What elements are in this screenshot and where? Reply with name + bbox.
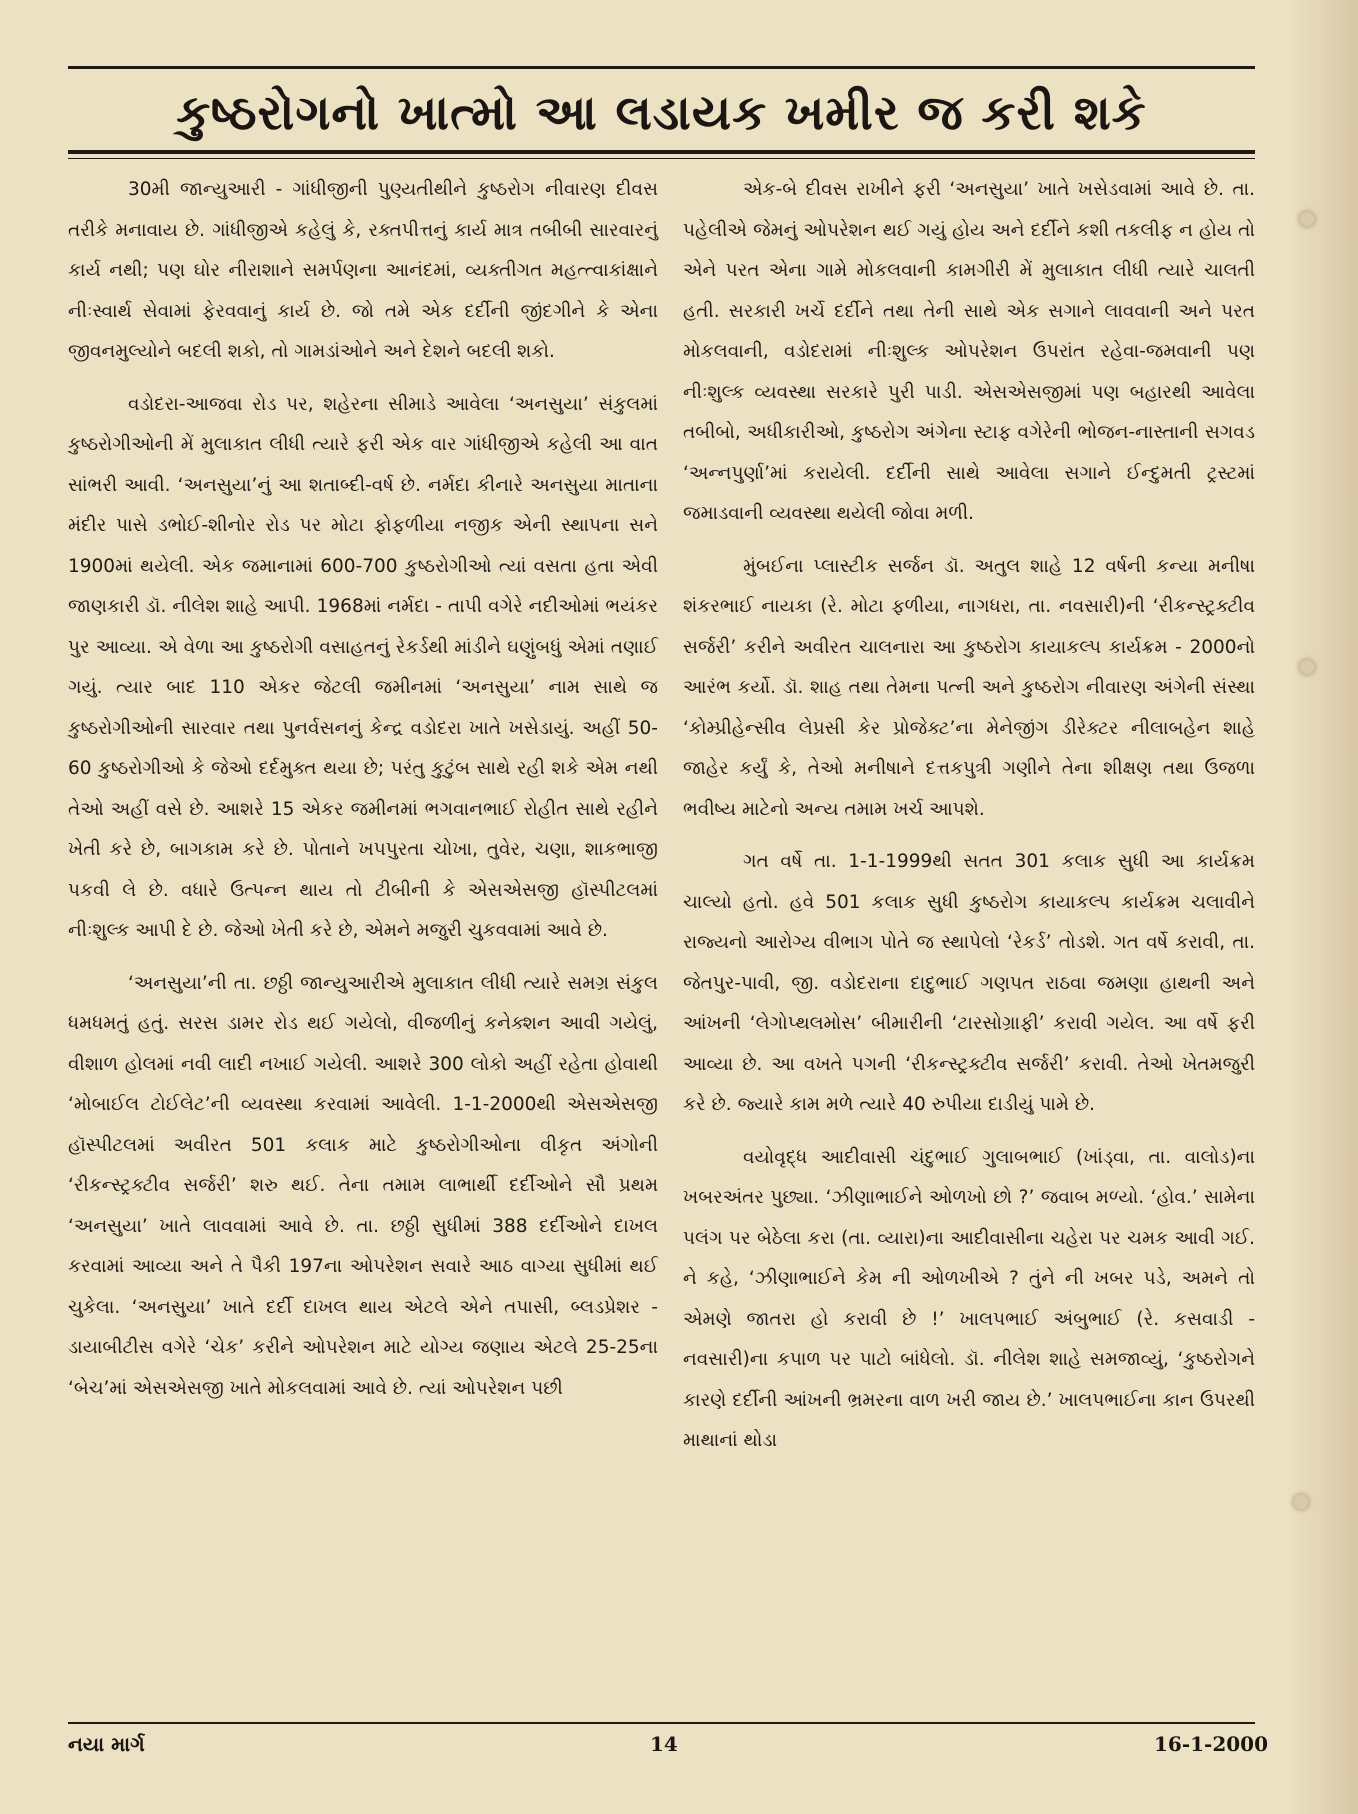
paragraph: એક-બે દીવસ રાખીને ફરી ‘અનસુયા’ ખાતે ખસેડવામાં આવે છે. તા. પહેલીએ જેમનું ઓપરેશન થઈ ગયું હોય અને દર્દીને કશી તકલીફ ન હોય તો એને પરત એના ગામે મોકલવાની કામગીરી મેં મુલાકાત લીધી ત્યારે ચાલતી હતી. સરકારી ખર્ચે દર્દીને તથા તેની સાથે એક સગાને લાવવાની અને પરત મોકલવાની, વડોદરામાં નીઃશુલ્ક ઓપરેશન ઉપરાંત રહેવા-જમવાની પણ નીઃશુલ્ક વ્યવસ્થા સરકારે પુરી પાડી. એસએસજીમાં પણ બહારથી આવેલા તબીબો, અધીકારીઓ, કુષ્ઠરોગ અંગેના સ્ટાફ વગેરેની ભોજન-નાસ્તાની સગવડ ‘અન્નપુર્ણા’માં કરાયેલી. દર્દીની સાથે આવેલા સગાને ઈન્દુમતી ટ્રસ્ટમાં જમાડવાની વ્યવસ્થા થયેલી જોવા મળી. — [683, 179, 1255, 524]
page-edge-shading — [1288, 0, 1358, 1814]
paragraph: ‘અનસુયા’ની તા. છઠ્ઠી જાન્યુઆરીએ મુલાકાત લીધી ત્યારે સમગ્ર સંકુલ ધમધમતું હતું. સરસ ડામર રોડ થઈ ગયેલો, વીજળીનું કનેક્શન આવી ગયેલું, વીશાળ હોલમાં નવી લાદી નખાઈ ગયેલી. આશરે 300 લોકો અહીં રહેતા હોવાથી ‘મોબાઈલ ટોઈલેટ’ની વ્યવસ્થા કરવામાં આવેલી. 1-1-2000થી એસએસજી હૉસ્પીટલમાં અવીરત 501 કલાક માટે કુષ્ઠરોગીઓના વીકૃત અંગોની ‘રીકન્સ્ટ્રક્ટીવ સર્જરી’ શરુ થઈ. તેના તમામ લાભાર્થી દર્દીઓને સૌ પ્રથમ ‘અનસુયા’ ખાતે લાવવામાં આવે છે. તા. છઠ્ઠી સુધીમાં 388 દર્દીઓને દાખલ કરવામાં આવ્યા અને તે પૈકી 197ના ઓપરેશન સવારે આઠ વાગ્યા સુધીમાં થઈ ચુકેલા. ‘અનસુયા’ ખાતે દર્દી દાખલ થાય એટલે એને તપાસી, બ્લડપ્રેશર - ડાયાબીટીસ વગેરે ‘ચેક’ કરીને ઓપરેશન માટે યોગ્ય જણાય એટલે 25-25ના ‘બેચ’માં એસએસજી ખાતે મોકલવામાં આવે છે. ત્યાં ઓપરેશન પછી — [68, 972, 658, 1399]
punch-hole — [1300, 212, 1314, 226]
right-column — [683, 170, 1255, 1474]
article-headline: કુષ્ઠરોગનો ખાત્મો આ લડાયક ખમીર જ કરી શકે — [176, 85, 1147, 141]
paragraph: વડોદરા-આજવા રોડ પર, શહેરના સીમાડે આવેલા ‘અનસુયા’ સંકુલમાં કુષ્ઠરોગીઓની મેં મુલાકાત લીધી ત્યારે ફરી એક વાર ગાંધીજીએ કહેલી આ વાત સાંભરી આવી. ‘અનસુયા’નું આ શતાબ્દી-વર્ષ છે. નર્મદા કીનારે અનસુયા માતાના મંદીર પાસે ડભોઈ-શીનોર રોડ પર મોટા ફોફળીયા નજીક એની સ્થાપના સને 1900માં થયેલી. એક જમાનામાં 600-700 કુષ્ઠરોગીઓ ત્યાં વસતા હતા એવી જાણકારી ડૉ. નીલેશ શાહે આપી. 1968માં નર્મદા - તાપી વગેરે નદીઓમાં ભયંકર પુર આવ્યા. એ વેળા આ કુષ્ઠરોગી વસાહતનું રેકર્ડથી માંડીને ઘણુંબધું એમાં તણાઈ ગયું. ત્યાર બાદ 110 એકર જેટલી જમીનમાં ‘અનસુયા’ નામ સાથે જ કુષ્ઠરોગીઓની સારવાર તથા પુનર્વસનનું કેન્દ્ર વડોદરા ખાતે ખસેડાયું. અહીં 50-60 કુષ્ઠરોગીઓ કે જેઓ દર્દમુક્ત થયા છે; પરંતુ કુટુંબ સાથે રહી શકે એમ નથી તેઓ અહીં વસે છે. આશરે 15 એકર જમીનમાં ભગવાનભાઈ રોહીત સાથે રહીને ખેતી કરે છે, બાગકામ કરે છે. પોતાને ખપપુરતા ચોખા, તુવેર, ચણા, શાકભાજી પકવી લે છે. વધારે ઉત્પન્ન થાય તો ટીબીની કે એસએસજી હૉસ્પીટલમાં નીઃશુલ્ક આપી દે છે. જેઓ ખેતી કરે છે, એમને મજુરી ચુકવવામાં આવે છે. — [68, 393, 658, 941]
paragraph: વયોવૃદ્ધ આદીવાસી ચંદુભાઈ ગુલાબભાઈ (ખાંડ્વા, તા. વાલોડ)ના ખબરઅંતર પુછ્યા. ‘ઝીણાભાઈને ઓળખો છો ?’ જવાબ મળ્યો. ‘હોવ.’ સામેના પલંગ પર બેઠેલા કરા (તા. વ્યારા)ના આદીવાસીના ચહેરા પર ચમક આવી ગઈ. ને કહે, ‘ઝીણાભાઈને કેમ ની ઓળખીએ ? તુંને ની ખબર પડે, અમને તો એમણે જાતરા હો કરાવી છે !’ ખાલપભાઈ અંબુભાઈ (રે. કસવાડી - નવસારી)ના કપાળ પર પાટો બાંધેલો. ડૉ. નીલેશ શાહે સમજાવ્યું, ‘કુષ્ઠરોગને કારણે દર્દીની આંખની ભ્રમરના વાળ ખરી જાય છે.’ ખાલપભાઈના કાન ઉપરથી માથાનાં થોડા — [683, 1146, 1255, 1451]
headline-rule-thick — [68, 150, 1255, 154]
left-column — [68, 170, 658, 1421]
footer-rule — [68, 1722, 1255, 1724]
headline-rule-thin — [68, 158, 1255, 159]
paragraph: 30મી જાન્યુઆરી - ગાંધીજીની પુણ્યતીથીને કુષ્ઠરોગ નીવારણ દીવસ તરીકે મનાવાય છે. ગાંધીજીએ કહેલું કે, રક્તપીત્તનું કાર્ય માત્ર તબીબી સારવારનું કાર્ય નથી; પણ ઘોર નીરાશાને સમર્પણના આનંદમાં, વ્યક્તીગત મહત્ત્વાકાંક્ષાને નીઃસ્વાર્થ સેવામાં ફેરવવાનું કાર્ય છે. જો તમે એક દર્દીની જીંદગીને કે એના જીવનમુલ્યોને બદલી શકો, તો ગામડાંઓને અને દેશને બદલી શકો. — [68, 179, 658, 362]
paragraph: ગત વર્ષે તા. 1-1-1999થી સતત 301 કલાક સુધી આ કાર્યક્રમ ચાલ્યો હતો. હવે 501 કલાક સુધી કુષ્ઠરોગ કાયાકલ્પ કાર્યક્રમ ચલાવીને રાજ્યનો આરોગ્ય વીભાગ પોતે જ સ્થાપેલો ‘રેકર્ડ’ તોડશે. ગત વર્ષે કરાવી, તા. જેતપુર-પાવી, જી. વડોદરાના દાદુભાઈ ગણપત રાઠવા જમણા હાથની અને આંખની ‘લેગોપ્થલમોસ’ બીમારીની ‘ટારસોગ્રાફી’ કરાવી ગયેલ. આ વર્ષે ફરી આવ્યા છે. આ વખતે પગની ‘રીકન્સ્ટ્રક્ટીવ સર્જરી’ કરાવી. તેઓ ખેતમજુરી કરે છે. જ્યારે કામ મળે ત્યારે 40 રુપીયા દાડીયું પામે છે. — [683, 851, 1255, 1115]
publication-name: નયા માર્ગ — [68, 1732, 145, 1756]
page-number: 14 — [650, 1732, 678, 1756]
issue-date: 16-1-2000 — [1153, 1732, 1268, 1756]
punch-hole — [1300, 660, 1314, 674]
top-rule — [68, 66, 1255, 69]
paragraph: મુંબઈના પ્લાસ્ટીક સર્જન ડૉ. અતુલ શાહે 12 વર્ષની કન્યા મનીષા શંકરભાઈ નાયકા (રે. મોટા ફળીયા, નાગધરા, તા. નવસારી)ની ‘રીકન્સ્ટ્રક્ટીવ સર્જરી’ કરીને અવીરત ચાલનારા આ કુષ્ઠરોગ કાયાકલ્પ કાર્યક્રમ - 2000નો આરંભ કર્યો. ડૉ. શાહ તથા તેમના પત્ની અને કુષ્ઠરોગ નીવારણ અંગેની સંસ્થા ‘કોમ્પ્રીહેન્સીવ લેપ્રસી કેર પ્રોજેક્ટ’ના મેનેજીંગ ડીરેક્ટર નીલાબહેન શાહે જાહેર કર્યું કે, તેઓ મનીષાને દત્તકપુત્રી ગણીને તેના શીક્ષણ તથા ઉજળા ભવીષ્ય માટેનો અન્ય તમામ ખર્ચ આપશે. — [683, 555, 1255, 820]
punch-hole — [1294, 1495, 1308, 1509]
